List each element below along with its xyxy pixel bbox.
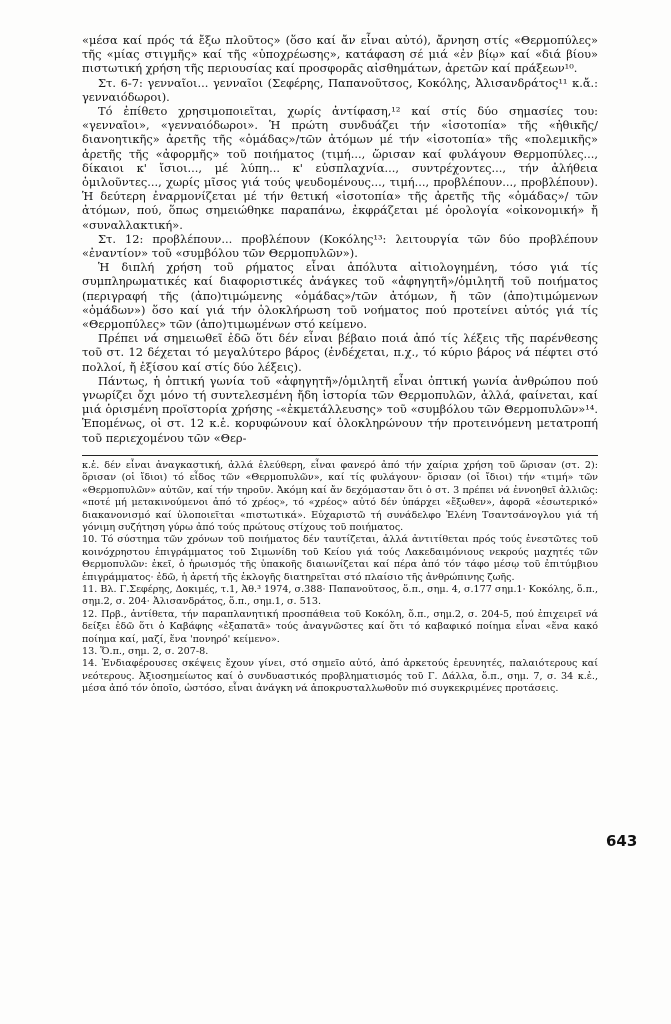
footnote-12: 12. Πρβ., ἀντίθετα, τήν παραπλανητική προσπάθεια τοῦ Κοκόλη, ὅ.π., σημ.2, σ. 204-5, πού ἐπιχειρεῖ νά δείξει ἐδῶ ὅτι ὁ Καβάφης «ἐξαπατᾶ» τούς ἀναγνῶστες καί ὅτι τό καβαφικό ποίημα εἶναι «ἕνα κακό ποίημα καί, μαζί, ἕνα 'πονηρό' κείμενο». bbox=[82, 608, 598, 645]
verse-commentary-heading: Στ. 6-7: γενναῖοι... γενναῖοι (Σεφέρης, Παπανοῦτσος, Κοκόλης, Ἀλισανδράτος¹¹ κ.ἄ.: γενναιόδωροι). bbox=[82, 75, 598, 104]
footnote-14: 14. Ἐνδιαφέρουσες σκέψεις ἔχουν γίνει, στό σημεῖο αὐτό, ἀπό ἀρκετούς ἐρευνητές, παλαιότερους καί νεότερους. Ἀξιοσημείωτος καί ὁ συνδυαστικός προβληματισμός τοῦ Γ. Δάλλα, ὅ.π., σημ. 7, σ. 34 κ.ἑ., μέσα ἀπό τόν ὁποῖο, ὡστόσο, εἶναι ἀνάγκη νά ἀποκρυσταλλωθοῦν πιό συγκεκριμένες προτάσεις. bbox=[82, 658, 598, 695]
verse-commentary-heading: Στ. 12: προβλέπουν... προβλέπουν (Κοκόλης¹³: λειτουργία τῶν δύο προβλέπουν «ἐναντίον» τοῦ «συμβόλου τῶν Θερμοπυλῶν»). bbox=[82, 231, 598, 261]
footnote-11: 11. Βλ. Γ.Σεφέρης, Δοκιμές, τ.1, Ἀθ.³ 1974, σ.388· Παπανοῦτσος, ὅ.π., σημ. 4, σ.177 σημ.1· Κοκόλης, ὅ.π., σημ.2, σ. 204· Ἀλισανδράτος, ὅ.π., σημ.1, σ. 513. bbox=[82, 583, 598, 608]
footnote-divider bbox=[82, 455, 598, 456]
footnote-continuation: κ.ἑ. δέν εἶναι ἀναγκαστική, ἀλλά ἐλεύθερη, εἶναι φανερό ἀπό τήν χαίρια χρήση τοῦ ὥρισαν (στ. 2): ὅρισαν (οἱ ἴδιοι) τό εἶδος τῶν «Θερμοπυλῶν», καί τίς φυλάγουν· ὅρισαν (οἱ ἴδιοι) τήν «τιμή» τῶν «Θερμοπυλῶν» αὐτῶν, καί τήν τηροῦν. Ἀκόμη καί ἄν δεχόμασταν ὅτι ὁ στ. 3 πρέπει νά ἐννοηθεῖ ἀλλιῶς: «ποτέ μή μετακινούμενοι ἀπό τό χρέος», τό «χρέος» αὐτό δέν ὑπάρχει «ἔξωθεν», ἀφορᾶ «ἐσωτερικό» διακανονισμό καί ὑλοποιεῖται «πιστωτικά». Εὐχαριστῶ τή συνάδελφο Ἑλένη Τσαντσάνογλου γιά τή γόνιμη συζήτηση γύρω ἀπό τούς πρώτους στίχους τοῦ ποιήματος. bbox=[82, 459, 598, 533]
page-number: 643 bbox=[606, 832, 638, 850]
body-paragraph: «μέσα καί πρός τά ἔξω πλοῦτος» (ὅσο καί ἄν εἶναι αὐτό), ἄρνηση στίς «Θερμοπύλες» τῆς «μίας στιγμῆς» καί τῆς «ὑποχρέωσης», κατάφαση σέ μιά «ἐν βίῳ» καί «διά βίου» πιστωτική χρήση τῆς περιουσίας καί προσφορᾶς αἰσθημάτων, ἀρετῶν καί πράξεων¹⁰. bbox=[82, 33, 598, 76]
body-paragraph: Πρέπει νά σημειωθεῖ ἐδῶ ὅτι δέν εἶναι βέβαιο ποιά ἀπό τίς λέξεις τῆς παρένθεσης τοῦ στ. 12 δέχεται τό μεγαλύτερο βάρος (ἐνδέχεται, π.χ., τό κύριο βάρος νά πέφτει στό πολλοί, ἤ ἐξίσου καί στίς δύο λέξεις). bbox=[82, 331, 598, 374]
footnote-13: 13. Ὅ.π., σημ. 2, σ. 207-8. bbox=[82, 645, 209, 657]
main-body bbox=[82, 33, 598, 445]
body-paragraph: Ἡ διπλή χρήση τοῦ ρήματος εἶναι ἀπόλυτα αἰτιολογημένη, τόσο γιά τίς συμπληρωματικές καί διαφοριστικές ἀνάγκες τοῦ «ἀφηγητῆ»/ὁμιλητῆ τοῦ ποιήματος (περιγραφή τῆς (ἀπο)τιμώμενης «ὁμάδας»/τῶν ἀτόμων, ἤ τῶν (ἀπο)τιμώμενων «ὁμάδων») ὅσο καί γιά τήν ὁλοκλήρωση τοῦ νοήματος πού προτείνει αὐτός γιά τίς «Θερμοπύλες» τῶν (ἀπο)τιμωμένων στό κείμενο. bbox=[82, 260, 598, 332]
body-paragraph: Πάντως, ἡ ὀπτική γωνία τοῦ «ἀφηγητῆ»/ὁμιλητῆ εἶναι ὀπτική γωνία ἀνθρώπου πού γνωρίζει ὄχι μόνο τή συντελεσμένη ἤδη ἱστορία τῶν Θερμοπυλῶν, ἀλλά, φαίνεται, καί μιά ὁρισμένη προϊστορία χρήσης -«ἐκμετάλλευσης» τοῦ «συμβόλου τῶν Θερμοπυλῶν»¹⁴. Ἑπομένως, οἱ στ. 12 κ.ἑ. κορυφώνουν καί ὁλοκληρώνουν τήν προτεινόμενη μετατροπή τοῦ περιεχομένου τῶν «Θερ- bbox=[82, 373, 598, 445]
footnote-10: 10. Τό σύστημα τῶν χρόνων τοῦ ποιήματος δέν ταυτίζεται, ἀλλά ἀντιτίθεται πρός τούς ἐνεστῶτες τοῦ κοινόχρηστου ἐπιγράμματος τοῦ Σιμωνίδη τοῦ Κείου γιά τούς Λακεδαιμόνιους νεκρούς μαχητές τῶν Θερμοπυλῶν: ἐκεῖ, ὁ ἡρωισμός τῆς ὑπακοῆς διαιωνίζεται καί πέρα ἀπό τόν τάφο μέσῳ τοῦ ἐπιτύμβιου ἐπιγράμματος· ἐδῶ, ἡ ἀρετή τῆς ἐκλογῆς διατηρεῖται στό πλαίσιο τῆς ἀνθρώπινης ζωῆς. bbox=[82, 534, 598, 583]
footnotes bbox=[82, 460, 598, 696]
text-column bbox=[82, 33, 598, 696]
body-paragraph: Τό ἐπίθετο χρησιμοποιεῖται, χωρίς ἀντίφαση,¹² καί στίς δύο σημασίες του: «γενναῖοι», «γενναιόδωροι». Ἡ πρώτη συνδυάζει τήν «ἰσοτοπία» τῆς «ἠθικῆς/διανοητικῆς» ἀρετῆς τῆς «ὁμάδας»/τῶν ἀτόμων μέ τήν «ἰσοτοπία» τῆς «πολεμικῆς» ἀρετῆς τῆς «ἀφορμῆς» τοῦ ποιήματος (τιμή..., ὥρισαν καί φυλάγουν Θερμοπύλες..., δίκαιοι κ' ἴσιοι..., μέ λύπη... κ' εὐσπλαχνία..., συντρέχοντες..., τήν ἀλήθεια ὁμιλοῦντες..., χωρίς μῖσος γιά τούς ψευδομένους..., τιμή..., προβλέπουν..., προβλέπουν). Ἡ δεύτερη ἐναρμονίζεται μέ τήν θετική «ἰσοτοπία» τῆς ἀρετῆς τῆς «ὁμάδας»/ τῶν ἀτόμων, πού, ὅπως σημειώθηκε παραπάνω, ἐκφράζεται μέ ὁρολογία «οἰκονομική» ἤ «συναλλακτική». bbox=[82, 104, 598, 232]
